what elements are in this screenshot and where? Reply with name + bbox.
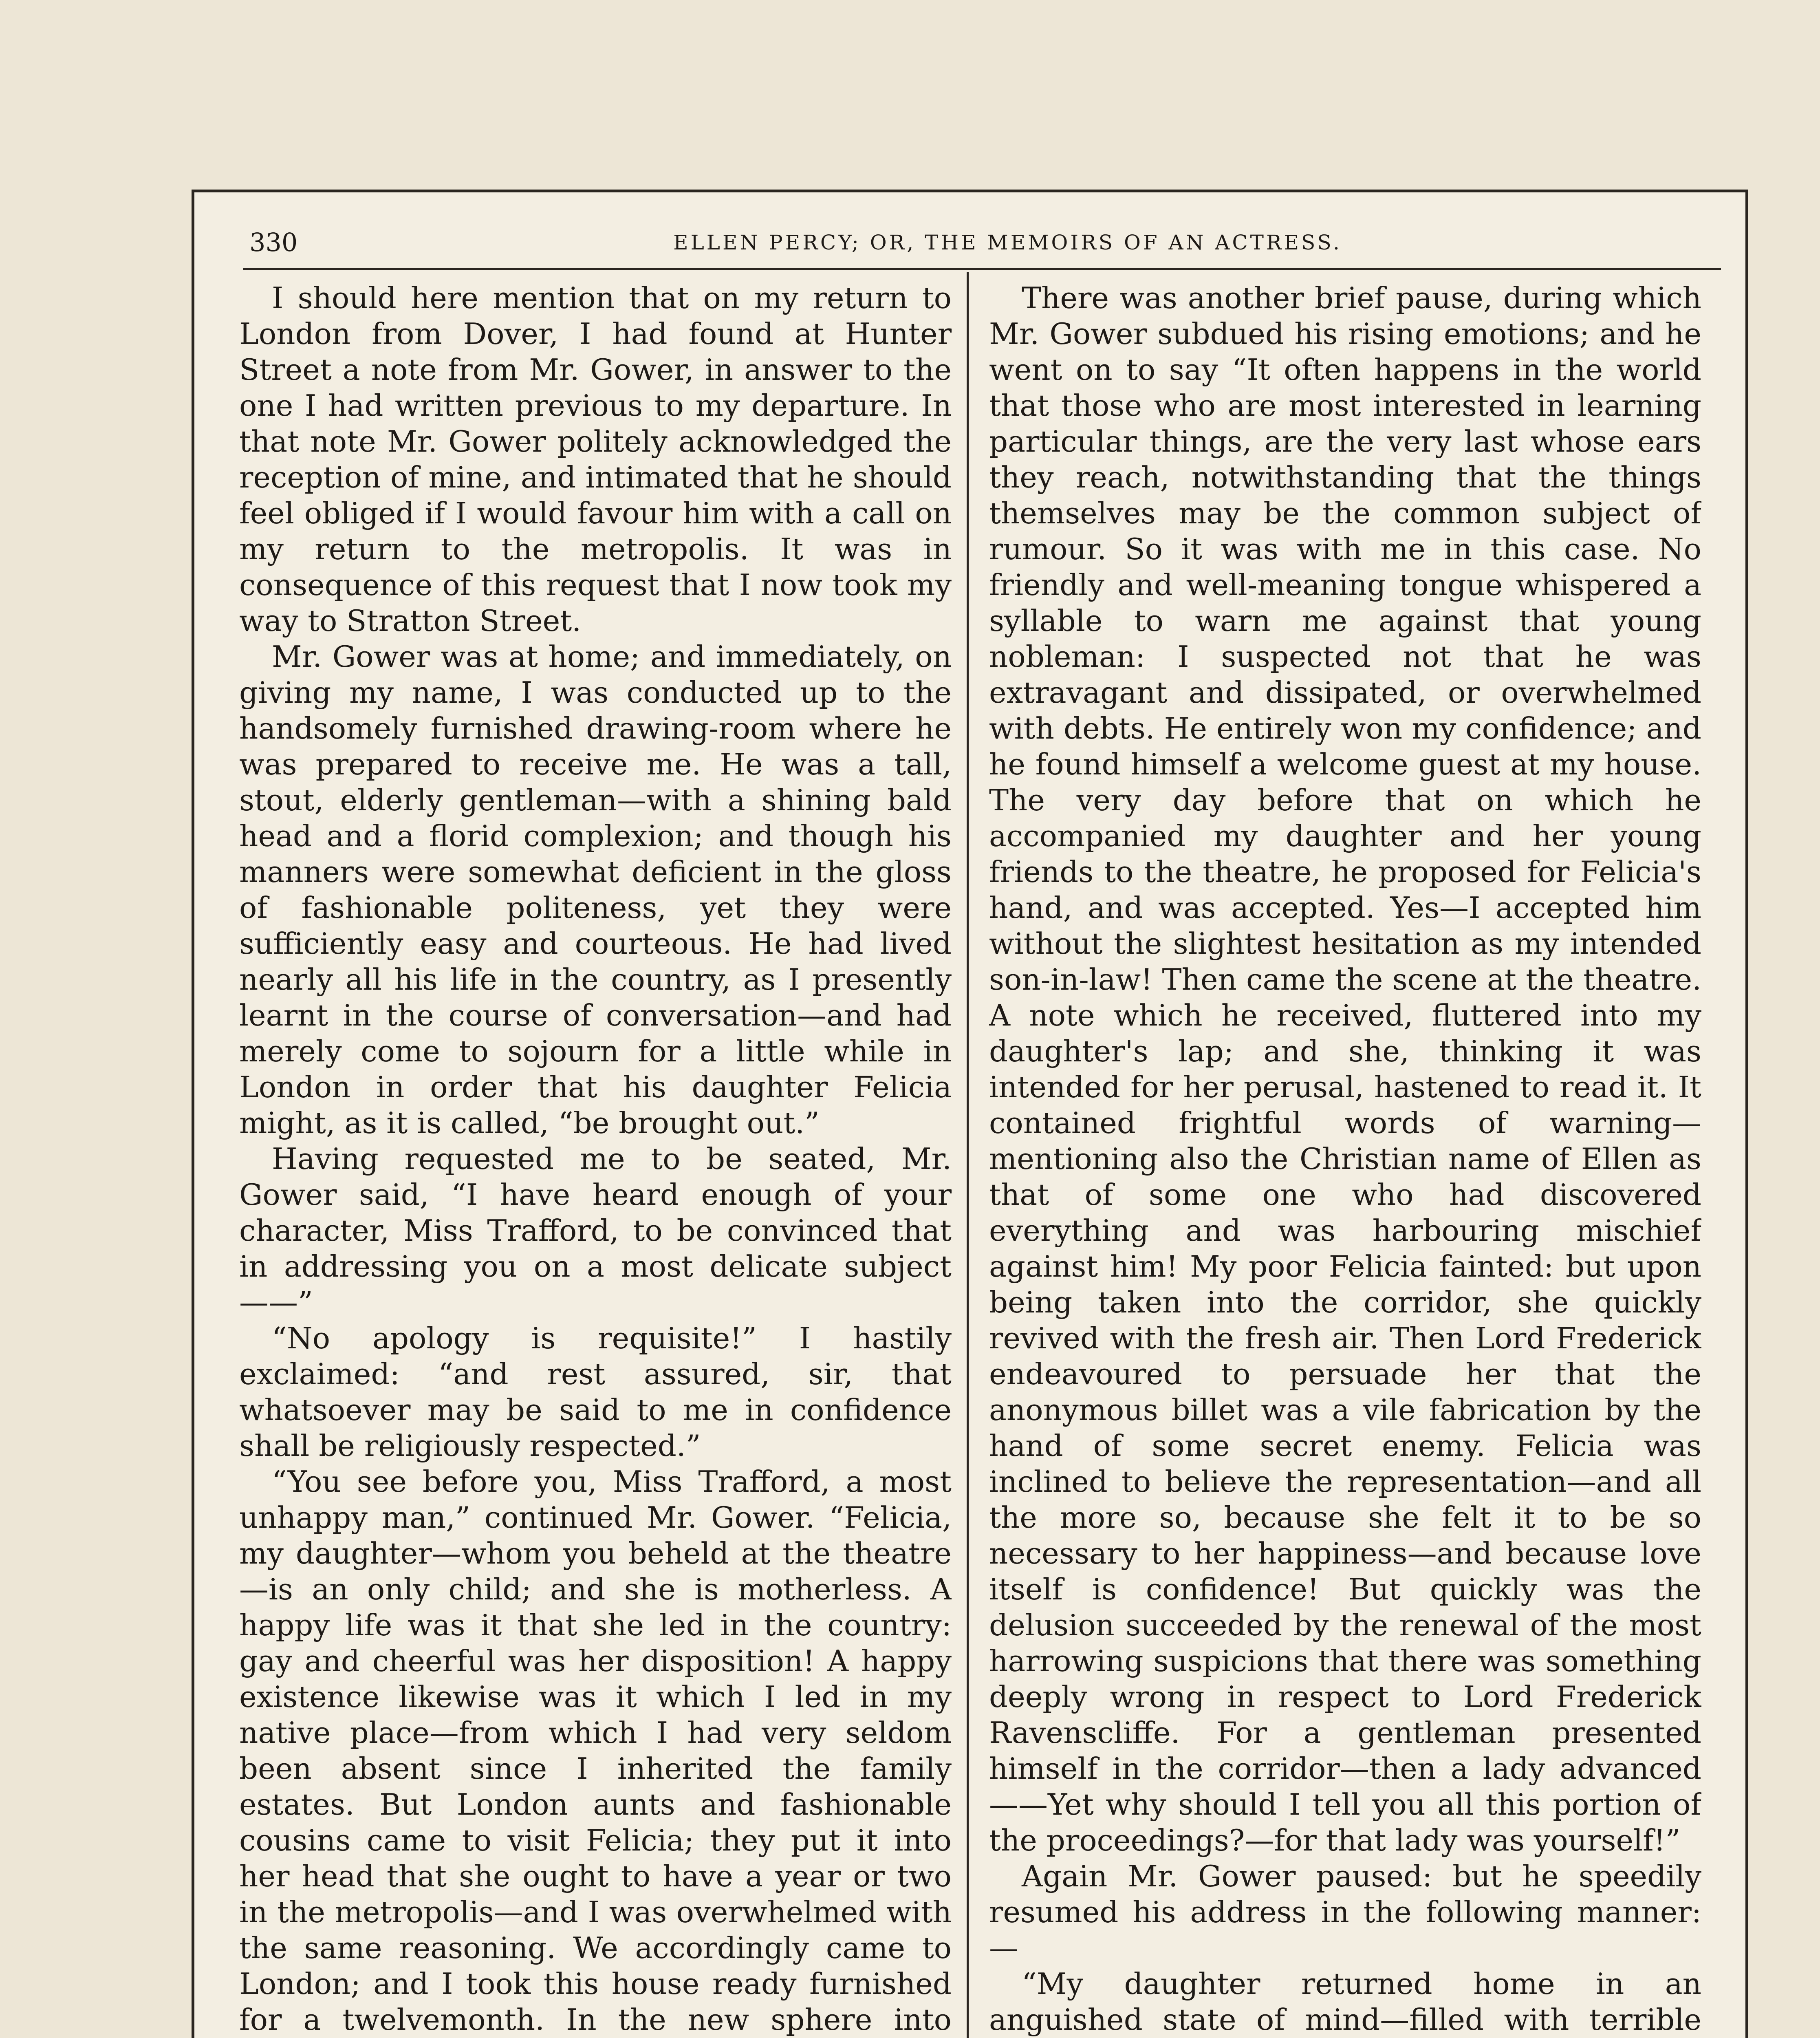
right-column bbox=[989, 280, 1701, 2038]
paragraph: Mr. Gower was at home; and immediately, on giving my name, I was conducted up to the handsomely furnished drawing-room where he was prepared to receive me. He was a tall, stout, elderly gentleman—with a shining bald head and a florid complexion; and though his manners were somewhat deficient in the gloss of fashionable politeness, yet they were sufficiently easy and courteous. He had lived nearly all his life in the country, as I presently learnt in the course of conversation—and had merely come to sojourn for a little while in London in order that his daughter Felicia might, as it is called, “be brought out.” bbox=[239, 640, 952, 1140]
column-divider bbox=[967, 272, 969, 2038]
paragraph: “My daughter returned home in an anguished state of mind—filled with terrible bbox=[989, 1967, 1701, 2037]
paragraph: “You see before you, Miss Trafford, a most unhappy man,” continued Mr. Gower. “Felicia, my daughter—whom you beheld at the theatre—is an only child; and she is motherless. A happy life was it that she led in the country: gay and cheerful was her disposition! A happy existence likewise was it which I led in my native place—from which I had very seldom been absent since I inherited the family estates. But London aunts and fashionable cousins came to visit Felicia; they put it into her head that she ought to have a year or two in the metropolis—and I was overwhelmed with the same reasoning. We accordingly came to London; and I took this house ready furnished for a twelvemonth. In the new sphere into bbox=[239, 1465, 952, 2037]
header-rule bbox=[243, 268, 1721, 270]
paragraph: Again Mr. Gower paused: but he speedily resumed his address in the following manner:— bbox=[989, 1859, 1701, 1965]
page-frame bbox=[192, 190, 1748, 2038]
running-head bbox=[249, 223, 1701, 262]
paragraph: Having requested me to be seated, Mr. Gower said, “I have heard enough of your character, Miss Trafford, to be convinced that in addressing you on a most delicate subject——” bbox=[239, 1142, 952, 1319]
running-title: ELLEN PERCY; OR, THE MEMOIRS OF AN ACTRESS. bbox=[673, 230, 1342, 254]
left-column bbox=[239, 280, 952, 2038]
paragraph: There was another brief pause, during which Mr. Gower subdued his rising emotions; and he went on to say “It often happens in the world that those who are most interested in learning particular things, are the very last whose ears they reach, notwithstanding that the things themselves may be the common subject of rumour. So it was with me in this case. No friendly and well-meaning tongue whispered a syllable to warn me against that young nobleman: I suspected not that he was extravagant and dissipated, or overwhelmed with debts. He entirely won my confidence; and he found himself a welcome guest at my house. The very day before that on which he accompanied my daughter and her young friends to the theatre, he proposed for Felicia's hand, and was accepted. Yes—I accepted him without the slightest hesitation as my intended son-in-law! Then came the scene at the theatre. A note which he received, fluttered into my daughter's lap; and she, thinking it was intended for her perusal, hastened to read it. It contained frightful words of warning—mentioning also the Christian name of Ellen as that of some one who had discovered everything and was harbouring mischief against him! My poor Felicia fainted: but upon being taken into the corridor, she quickly revived with the fresh air. Then Lord Frederick endeavoured to persuade her that the anonymous billet was a vile fabrication by the hand of some secret enemy. Felicia was inclined to believe the representation—and all the more so, because she felt it to be so necessary to her happiness—and because love itself is confidence! But quickly was the delusion succeeded by the renewal of the most harrowing suspicions that there was something deeply wrong in respect to Lord Frederick Ravenscliffe. For a gentleman presented himself in the corridor—then a lady advanced——Yet why should I tell you all this portion of the proceedings?—for that lady was yourself!” bbox=[989, 281, 1701, 1857]
page-number: 330 bbox=[249, 227, 298, 257]
paragraph: I should here mention that on my return to London from Dover, I had found at Hunter Street a note from Mr. Gower, in answer to the one I had written previous to my departure. In that note Mr. Gower politely acknowledged the reception of mine, and intimated that he should feel obliged if I would favour him with a call on my return to the metropolis. It was in consequence of this request that I now took my way to Stratton Street. bbox=[239, 281, 952, 638]
paragraph: “No apology is requisite!” I hastily exclaimed: “and rest assured, sir, that whatsoever may be said to me in confidence shall be religiously respected.” bbox=[239, 1321, 952, 1463]
